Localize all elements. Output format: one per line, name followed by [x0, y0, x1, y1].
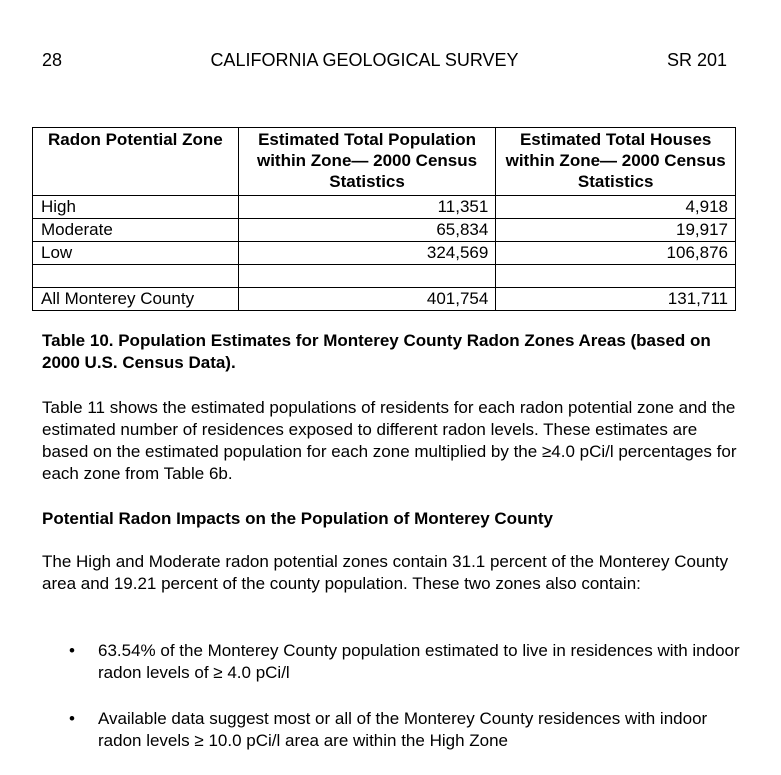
bullet-icon: • [69, 709, 75, 728]
zone-cell [33, 265, 239, 288]
houses-cell: 4,918 [496, 196, 736, 219]
zone-cell: Moderate [33, 219, 239, 242]
bullet-text: 63.54% of the Monterey County population estimated to live in residences with indoor radon levels of ≥ 4.0 pCi/l [98, 641, 740, 682]
publisher-name: CALIFORNIA GEOLOGICAL SURVEY [210, 50, 519, 70]
zone-cell: All Monterey County [33, 288, 239, 311]
body-paragraph: Table 11 shows the estimated populations of residents for each radon potential zone and the estimated number of residences exposed to different radon levels. These estimates are based on the estimated population for each zone multiplied by the ≥4.0 pCi/l percentages for each zone from Table 6b. [42, 398, 737, 483]
zone-cell: Low [33, 242, 239, 265]
table-row [33, 242, 736, 265]
body-paragraph: The High and Moderate radon potential zones contain 31.1 percent of the Monterey County area and 19.21 percent of the county population. These two zones also contain: [42, 552, 729, 593]
population-cell: 324,569 [238, 242, 496, 265]
table-caption: Table 10. Population Estimates for Monterey County Radon Zones Areas (based on 2000 U.S. Census Data). [42, 331, 711, 372]
houses-cell: 106,876 [496, 242, 736, 265]
population-cell: 65,834 [238, 219, 496, 242]
table-header-row [33, 128, 736, 196]
population-table [32, 127, 736, 311]
houses-cell: 19,917 [496, 219, 736, 242]
table-row-empty [33, 265, 736, 288]
houses-cell [496, 265, 736, 288]
table-row [33, 219, 736, 242]
column-header-houses: Estimated Total Houses within Zone— 2000 Census Statistics [496, 128, 736, 196]
bullet-text: Available data suggest most or all of the Monterey County residences with indoor radon levels ≥ 10.0 pCi/l area are within the High Zone [98, 709, 708, 750]
column-header-population: Estimated Total Population within Zone— 2000 Census Statistics [238, 128, 496, 196]
table-row [33, 196, 736, 219]
houses-cell: 131,711 [496, 288, 736, 311]
zone-cell: High [33, 196, 239, 219]
column-header-zone: Radon Potential Zone [33, 128, 239, 196]
page-header [42, 50, 727, 70]
page-number: 28 [42, 50, 63, 70]
population-cell [238, 265, 496, 288]
section-heading: Potential Radon Impacts on the Population of Monterey County [42, 509, 553, 528]
table-row-total [33, 288, 736, 311]
report-id: SR 201 [666, 50, 727, 70]
bullet-icon: • [69, 641, 75, 660]
population-cell: 401,754 [238, 288, 496, 311]
population-cell: 11,351 [238, 196, 496, 219]
